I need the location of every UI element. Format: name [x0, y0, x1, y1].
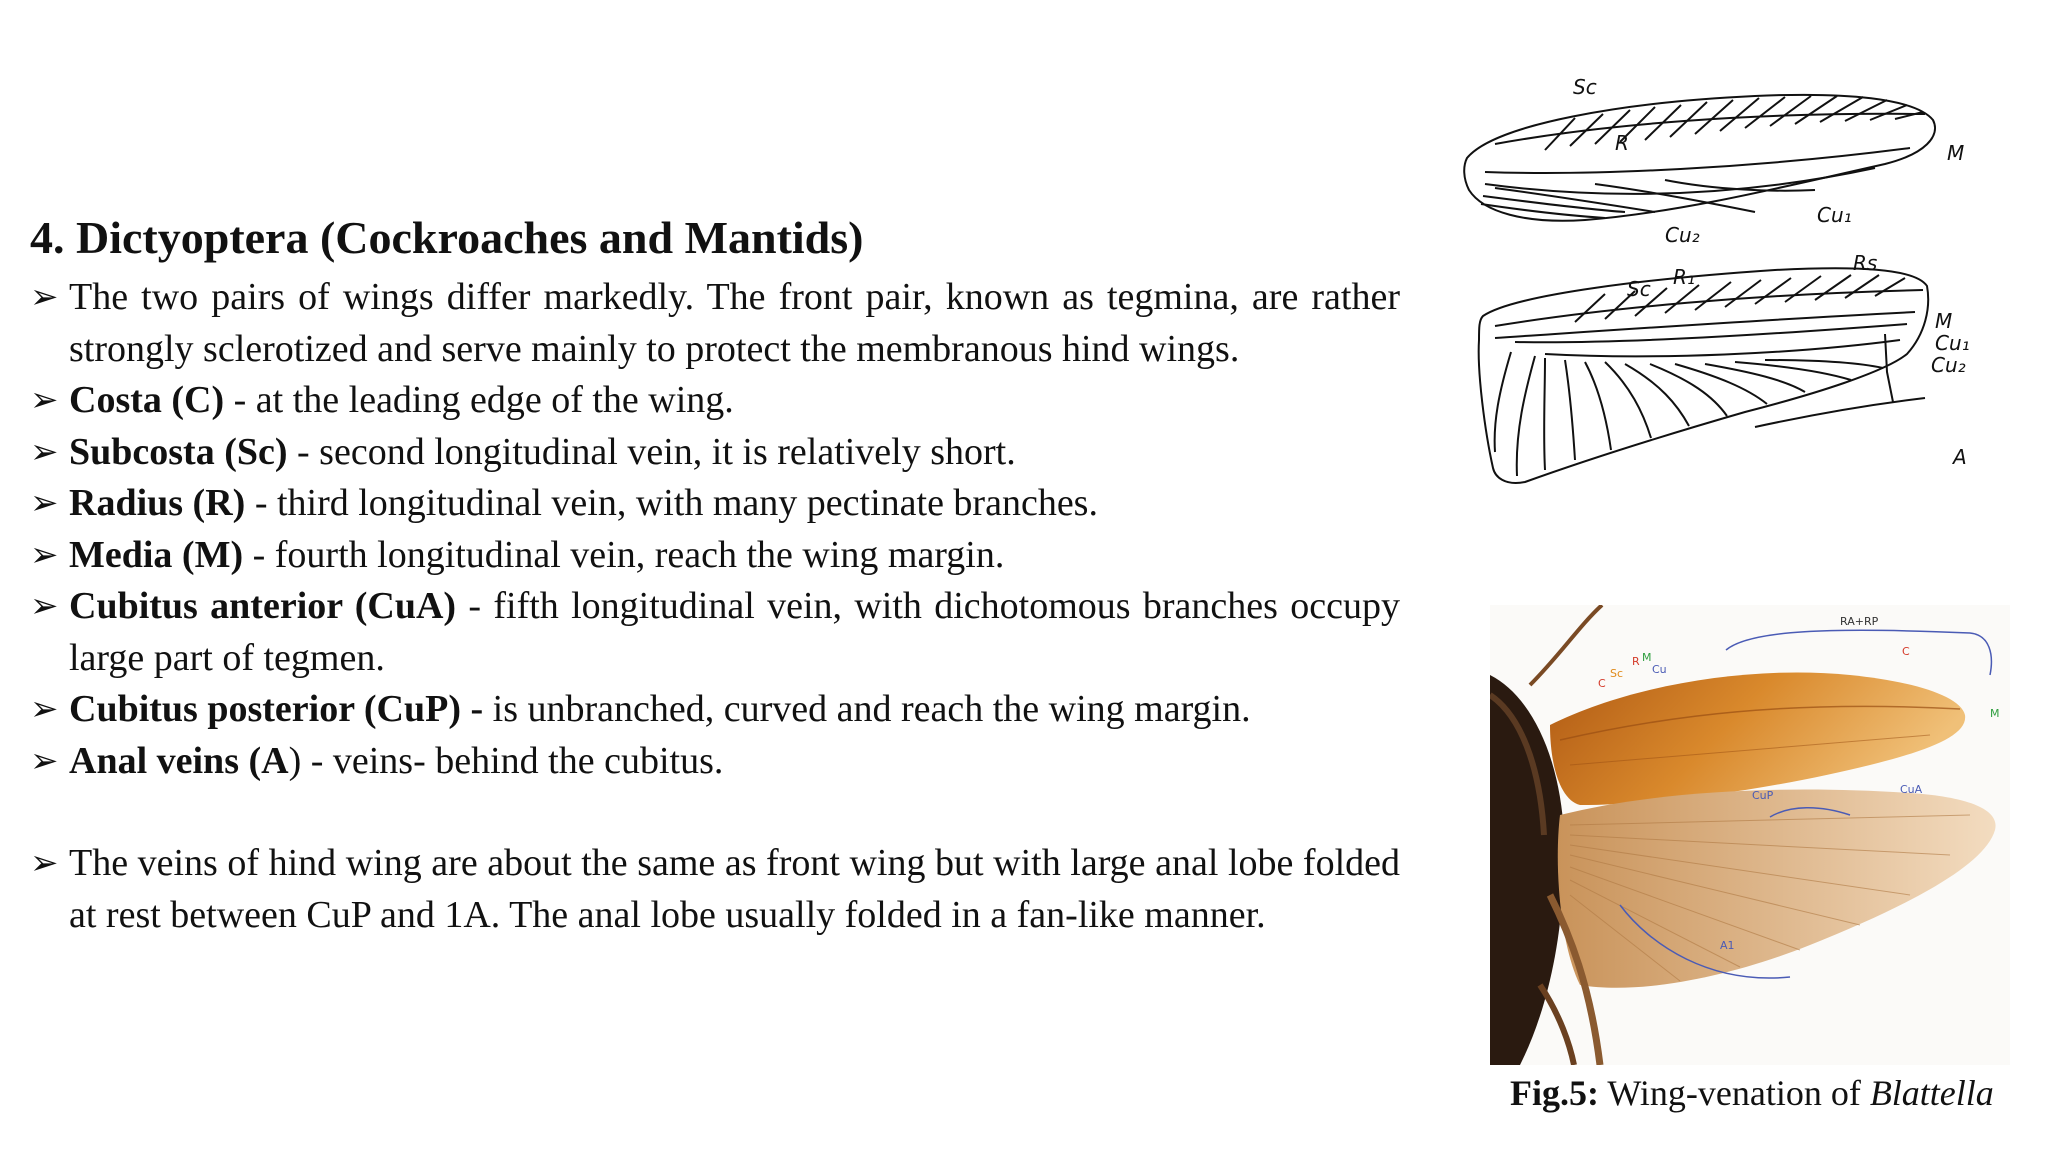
arrow-bullet-icon: ➢	[30, 742, 59, 780]
section-heading: 4. Dictyoptera (Cockroaches and Mantids)	[30, 212, 864, 263]
list-item: ➢ Media (M) - fourth longitudinal vein, reach the wing margin.	[30, 530, 1400, 582]
bullet-list	[30, 272, 1400, 941]
arrow-bullet-icon: ➢	[30, 691, 59, 728]
list-item: ➢ The two pairs of wings differ markedly. The front pair, known as tegmina, are rather strongly sclerotized and serve mainly to protect the membranous hind wings.	[30, 272, 1400, 375]
arrow-bullet-icon: ➢	[30, 536, 59, 574]
arrow-bullet-icon: ➢	[30, 845, 59, 882]
photo-label-a1: A1	[1720, 939, 1735, 952]
photo-label-ra-rp: RA+RP	[1840, 615, 1879, 628]
list-item: ➢ Subcosta (Sc) - second longitudinal vein, it is relatively short.	[30, 427, 1400, 479]
forewing-label-cu1: Cu₁	[1817, 203, 1852, 227]
photo-label-cua: CuA	[1900, 783, 1923, 796]
photo-label-cu: Cu	[1652, 663, 1667, 676]
arrow-bullet-icon: ➢	[30, 279, 59, 316]
figure-caption: Fig.5: Wing-venation of Blattella	[1510, 1073, 1994, 1113]
photo-label-c-left: C	[1598, 677, 1606, 690]
wing-line-drawing	[1455, 72, 1985, 562]
hindwing-label-m: M	[1935, 309, 1953, 333]
forewing-label-m: M	[1947, 141, 1965, 165]
arrow-bullet-icon: ➢	[30, 433, 59, 471]
photo-label-c-right: C	[1902, 645, 1910, 658]
cockroach-wing-photo	[1490, 605, 2010, 1065]
forewing-label-r: R	[1615, 131, 1629, 155]
photo-label-cup: CuP	[1752, 789, 1774, 802]
list-item: ➢ The veins of hind wing are about the same as front wing but with large anal lobe folded at rest between CuP and 1A. The anal lobe usually folded in a fan-like manner.	[30, 838, 1400, 941]
list-item: ➢ Cubitus posterior (CuP) - is unbranched, curved and reach the wing margin.	[30, 684, 1400, 736]
list-item: ➢ Cubitus anterior (CuA) - fifth longitudinal vein, with dichotomous branches occupy large part of tegmen.	[30, 581, 1400, 684]
photo-label-m-left: M	[1642, 651, 1652, 664]
hindwing-label-cu1: Cu₁	[1935, 331, 1970, 355]
text-column	[30, 208, 1400, 941]
arrow-bullet-icon: ➢	[30, 382, 59, 419]
photo-label-r: R	[1632, 655, 1640, 668]
photo-label-m-right: M	[1990, 707, 2000, 720]
forewing-label-cu2: Cu₂	[1665, 223, 1700, 247]
photo-label-sc: Sc	[1610, 667, 1624, 680]
list-item: ➢ Anal veins (A) - veins- behind the cubitus.	[30, 736, 1400, 788]
list-item: ➢ Costa (C) - at the leading edge of the wing.	[30, 375, 1400, 427]
forewing-label-sc: Sc	[1573, 75, 1597, 99]
hindwing-label-cu2: Cu₂	[1931, 353, 1966, 377]
hindwing-label-a: A	[1953, 445, 1967, 469]
hindwing-label-sc: Sc	[1627, 277, 1651, 301]
list-item: ➢ Radius (R) - third longitudinal vein, with many pectinate branches.	[30, 478, 1400, 530]
hindwing-label-rs: Rs	[1853, 251, 1878, 275]
arrow-bullet-icon: ➢	[30, 588, 59, 625]
arrow-bullet-icon: ➢	[30, 485, 59, 522]
hindwing-label-r1: R₁	[1673, 265, 1695, 289]
